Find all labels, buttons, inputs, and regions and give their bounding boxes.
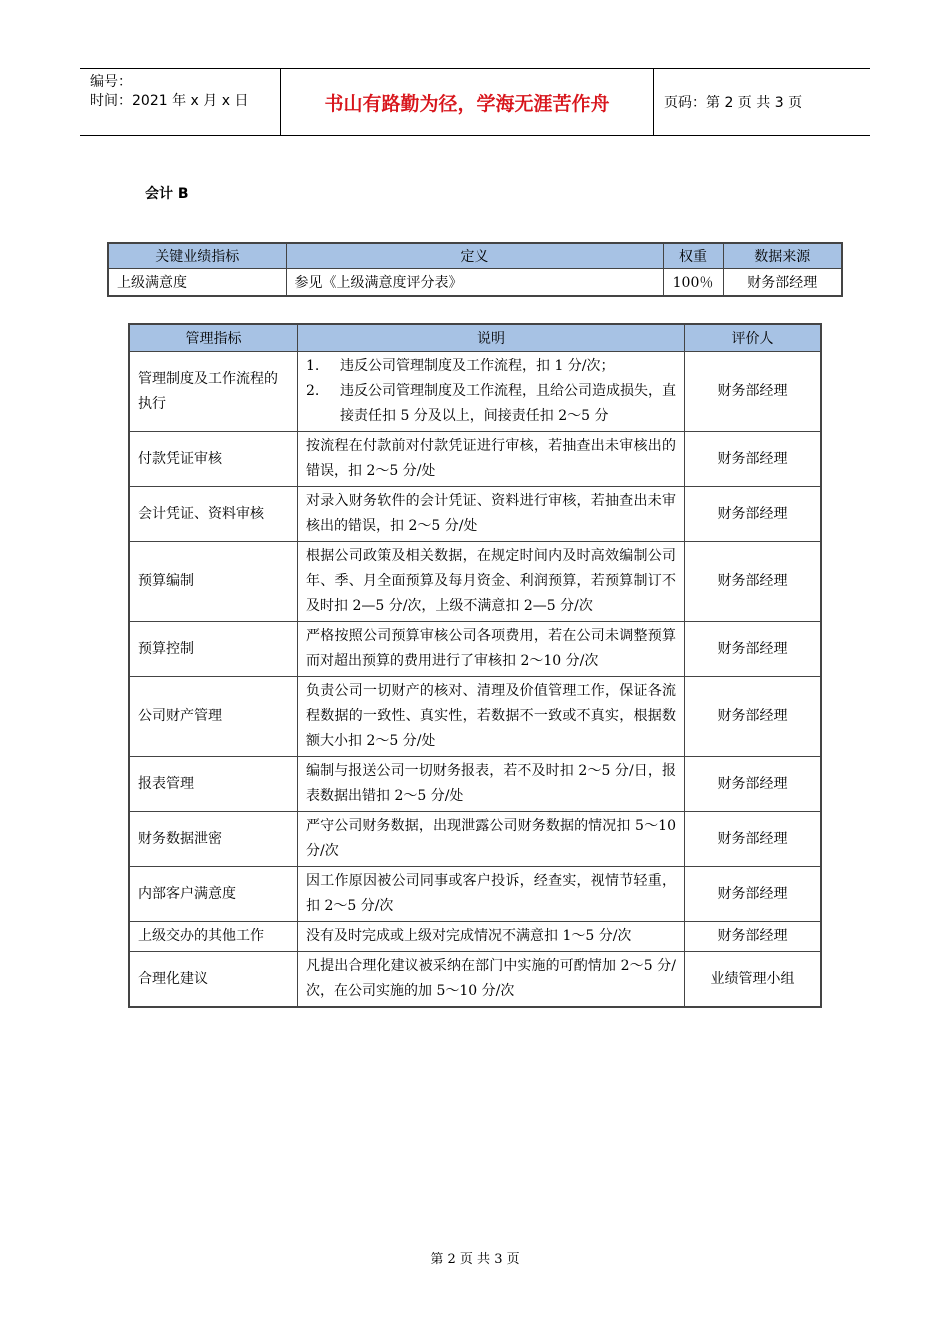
table-row [129,757,821,812]
mgmt-cell-name: 付款凭证审核 [129,432,298,487]
mgmt-cell-name: 合理化建议 [129,952,298,1008]
mgmt-cell-name: 财务数据泄密 [129,812,298,867]
mgmt-cell-evaluator: 财务部经理 [685,487,822,542]
header-page-number: 页码：第 2 页 共 3 页 [664,95,803,111]
list-text: 违反公司管理制度及工作流程，扣 1 分/次； [340,358,615,374]
list-text: 违反公司管理制度及工作流程，且给公司造成损失，直接责任扣 5 分及以上，间接责任扣 2～5 分 [340,383,676,424]
kpi-header-indicator: 关键业绩指标 [108,243,286,269]
table-row [108,269,842,297]
table-row [129,622,821,677]
mgmt-cell-description: 编制与报送公司一切财务报表，若不及时扣 2～5 分/日，报表数据出错扣 2～5 分/处 [298,757,685,812]
table-row [129,542,821,622]
mgmt-header-indicator: 管理指标 [129,324,298,352]
table-row [129,812,821,867]
kpi-header-row [108,243,842,269]
mgmt-cell-description: 严格按照公司预算审核公司各项费用，若在公司未调整预算而对超出预算的费用进行了审核扣 2～10 分/次 [298,622,685,677]
table-row [129,952,821,1008]
table-row [129,432,821,487]
page-footer: 第 2 页 共 3 页 [430,1252,520,1267]
section-title: 会计 B [145,186,189,202]
mgmt-cell-evaluator: 财务部经理 [685,867,822,922]
kpi-header-weight: 权重 [663,243,723,269]
table-row [129,922,821,952]
mgmt-cell-evaluator: 财务部经理 [685,352,822,432]
kpi-header-definition: 定义 [286,243,663,269]
mgmt-cell-description: 凡提出合理化建议被采纳在部门中实施的可酌情加 2～5 分/次，在公司实施的加 5～10 分/次 [298,952,685,1008]
list-item [306,354,676,379]
mgmt-cell-evaluator: 财务部经理 [685,922,822,952]
list-number: 1. [306,358,320,374]
mgmt-cell-name: 会计凭证、资料审核 [129,487,298,542]
mgmt-cell-description: 根据公司政策及相关数据，在规定时间内及时高效编制公司年、季、月全面预算及每月资金、利润预算，若预算制订不及时扣 2—5 分/次，上级不满意扣 2—5 分/次 [298,542,685,622]
mgmt-cell-evaluator: 财务部经理 [685,622,822,677]
mgmt-cell-name: 公司财产管理 [129,677,298,757]
mgmt-cell-description: 没有及时完成或上级对完成情况不满意扣 1～5 分/次 [298,922,685,952]
numbered-list [306,354,676,429]
mgmt-header-evaluator: 评价人 [685,324,822,352]
mgmt-cell-name: 预算编制 [129,542,298,622]
table-row [129,677,821,757]
mgmt-cell-description: 因工作原因被公司同事或客户投诉，经查实，视情节轻重，扣 2～5 分/次 [298,867,685,922]
mgmt-cell-name: 内部客户满意度 [129,867,298,922]
mgmt-cell-name: 报表管理 [129,757,298,812]
mgmt-header-row [129,324,821,352]
mgmt-cell-description: 严守公司财务数据，出现泄露公司财务数据的情况扣 5～10 分/次 [298,812,685,867]
mgmt-cell-evaluator: 财务部经理 [685,542,822,622]
kpi-cell-weight: 100％ [663,269,723,297]
mgmt-cell-description: 对录入财务软件的会计凭证、资料进行审核，若抽查出未审核出的错误，扣 2～5 分/处 [298,487,685,542]
list-item [306,379,676,429]
mgmt-cell-description [298,352,685,432]
kpi-header-source: 数据来源 [723,243,842,269]
mgmt-cell-description: 负责公司一切财产的核对、清理及价值管理工作，保证各流程数据的一致性、真实性，若数据不一致或不真实，根据数额大小扣 2～5 分/处 [298,677,685,757]
header-motto: 书山有路勤为径，学海无涯苦作舟 [281,69,654,135]
kpi-cell-source: 财务部经理 [723,269,842,297]
mgmt-cell-name: 管理制度及工作流程的执行 [129,352,298,432]
mgmt-header-description: 说明 [298,324,685,352]
header-time: 时间：2021 年 x 月 x 日 [90,93,249,109]
mgmt-cell-evaluator: 财务部经理 [685,757,822,812]
table-row [129,867,821,922]
table-row [129,352,821,432]
kpi-table [107,242,843,297]
mgmt-cell-name: 预算控制 [129,622,298,677]
mgmt-cell-evaluator: 财务部经理 [685,432,822,487]
list-number: 2. [306,383,320,399]
mgmt-cell-description: 按流程在付款前对付款凭证进行审核，若抽查出未审核出的错误，扣 2～5 分/处 [298,432,685,487]
mgmt-cell-evaluator: 财务部经理 [685,812,822,867]
kpi-cell-definition: 参见《上级满意度评分表》 [286,269,663,297]
kpi-cell-indicator: 上级满意度 [108,269,286,297]
header-number: 编号： [90,74,132,90]
mgmt-cell-name: 上级交办的其他工作 [129,922,298,952]
header-left [80,69,281,135]
page-header [80,68,870,136]
table-row [129,487,821,542]
mgmt-cell-evaluator: 财务部经理 [685,677,822,757]
management-table [128,323,822,1008]
mgmt-cell-evaluator: 业绩管理小组 [685,952,822,1008]
